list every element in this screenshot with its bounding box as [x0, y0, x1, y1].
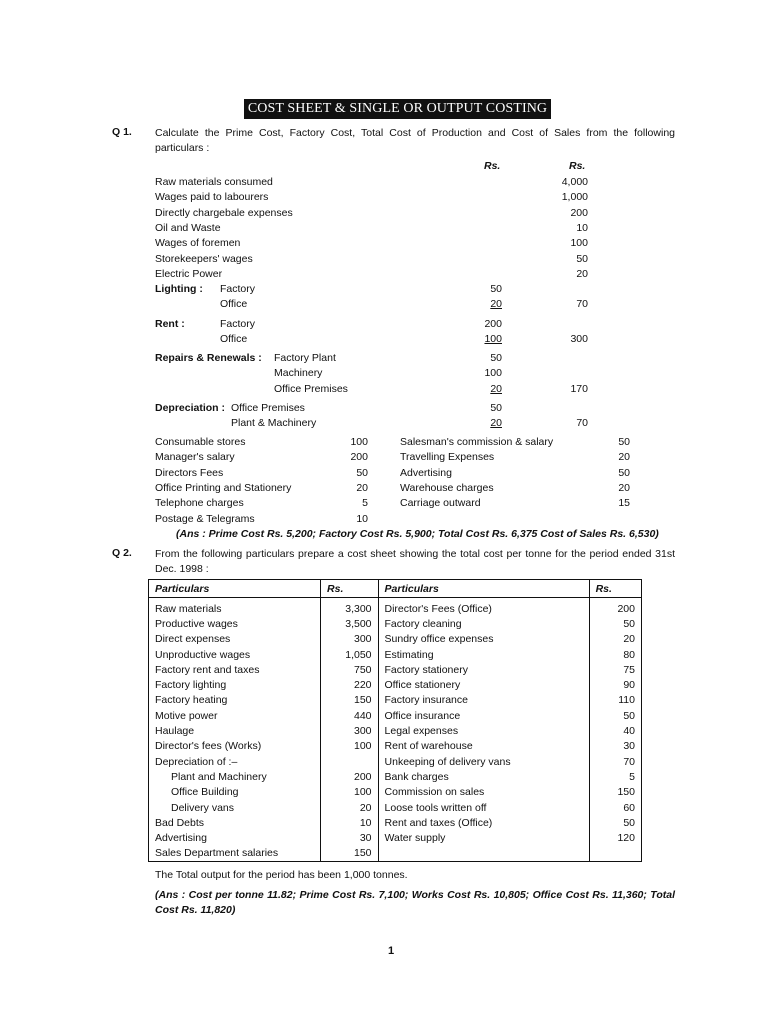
- amount-left: 150: [321, 693, 379, 708]
- page-number: 1: [388, 945, 395, 957]
- table-row: [149, 647, 642, 662]
- q1-item-amount: 4,000: [561, 176, 588, 188]
- amount-right: 50: [589, 815, 641, 830]
- table-row: [149, 598, 642, 617]
- q1-item-label: Electric Power: [155, 267, 223, 280]
- amount-right: 60: [589, 800, 641, 815]
- q1-item-amount: 20: [576, 267, 588, 280]
- amount-left: 300: [321, 632, 379, 647]
- q1-left-item-amount: 100: [350, 436, 368, 448]
- amount-left: 100: [321, 785, 379, 800]
- particular-left: Raw materials: [149, 598, 321, 617]
- q1-item-amount: 100: [570, 237, 588, 250]
- particular-right: Water supply: [378, 830, 589, 845]
- question-1-answer: (Ans : Prime Cost Rs. 5,200; Factory Cost Rs. 5,900; Total Cost Rs. 6,375 Cost of Sales Rs. 6,530): [176, 528, 659, 540]
- table-row: [149, 800, 642, 815]
- q1-left-item-label: Directors Fees: [155, 466, 224, 479]
- q1-right-item-amount: 50: [618, 436, 630, 448]
- page-title: COST SHEET & SINGLE OR OUTPUT COSTING: [244, 99, 551, 119]
- q1-left-item-amount: 5: [362, 497, 368, 510]
- table-row: [149, 677, 642, 692]
- lighting-amount: 50: [490, 283, 502, 295]
- particulars-table: [148, 579, 642, 862]
- question-2-answer: (Ans : Cost per tonne 11.82; Prime Cost Rs. 7,100; Works Cost Rs. 10,805; Office Cost Rs. 11,360; Total Cost Rs. 11,820): [155, 889, 675, 916]
- amount-left: [321, 754, 379, 769]
- table-row: [149, 693, 642, 708]
- q1-item-amount: 1,000: [561, 191, 588, 204]
- amount-left: 30: [321, 830, 379, 845]
- amount-left: 3,300: [321, 598, 379, 617]
- amount-left: 300: [321, 723, 379, 738]
- particular-left: Factory lighting: [149, 677, 321, 692]
- amount-right: 150: [589, 785, 641, 800]
- amount-right: 40: [589, 723, 641, 738]
- particular-right: Sundry office expenses: [378, 632, 589, 647]
- particular-right: Commission on sales: [378, 785, 589, 800]
- particular-left: Factory heating: [149, 693, 321, 708]
- particular-left: Director's fees (Works): [149, 739, 321, 754]
- q1-item-label: Directly chargebale expenses: [155, 206, 293, 219]
- q1-right-item-label: Carriage outward: [400, 497, 481, 510]
- amount-right: 20: [589, 632, 641, 647]
- depreciation-item: Plant & Machinery: [231, 417, 317, 430]
- q1-left-item-amount: 10: [356, 512, 368, 525]
- repairs-heading: Repairs & Renewals :: [155, 352, 262, 364]
- amount-left: 220: [321, 677, 379, 692]
- particular-left: Haulage: [149, 723, 321, 738]
- header-rs-right: Rs.: [589, 580, 641, 598]
- rs-column-header-2: Rs.: [569, 160, 586, 172]
- repairs-item: Factory Plant: [274, 352, 336, 364]
- q1-item-label: Wages paid to labourers: [155, 191, 269, 204]
- table-row: [149, 632, 642, 647]
- q1-item-label: Storekeepers' wages: [155, 252, 253, 265]
- amount-left: 1,050: [321, 647, 379, 662]
- table-row: [149, 616, 642, 631]
- amount-right: 120: [589, 830, 641, 845]
- amount-right: 30: [589, 739, 641, 754]
- particular-right: Factory stationery: [378, 662, 589, 677]
- amount-left: 3,500: [321, 616, 379, 631]
- q1-left-item-label: Telephone charges: [155, 497, 244, 510]
- q1-left-item-amount: 20: [356, 481, 368, 494]
- q1-left-item-label: Postage & Telegrams: [155, 512, 255, 525]
- particular-right: Factory insurance: [378, 693, 589, 708]
- depreciation-amount: 20: [490, 417, 502, 430]
- q1-right-item-amount: 50: [618, 466, 630, 479]
- q1-item-label: Raw materials consumed: [155, 176, 273, 188]
- amount-right: 80: [589, 647, 641, 662]
- depreciation-heading: Depreciation :: [155, 402, 226, 414]
- question-number-2: Q 2.: [112, 547, 132, 559]
- table-row: [149, 754, 642, 769]
- particular-right: Loose tools written off: [378, 800, 589, 815]
- rs-column-header-1: Rs.: [484, 160, 501, 172]
- particular-right: Office stationery: [378, 677, 589, 692]
- q1-right-item-label: Advertising: [400, 466, 452, 479]
- particular-left: Office Building: [149, 785, 321, 800]
- amount-right: 200: [589, 598, 641, 617]
- amount-left: 10: [321, 815, 379, 830]
- amount-left: 100: [321, 739, 379, 754]
- q1-right-item-amount: 15: [618, 497, 630, 510]
- particular-left: Advertising: [149, 830, 321, 845]
- particular-left: Motive power: [149, 708, 321, 723]
- rent-amount: 100: [484, 333, 502, 346]
- table-row: [149, 708, 642, 723]
- particular-left: Unproductive wages: [149, 647, 321, 662]
- amount-left: 440: [321, 708, 379, 723]
- particular-left: Delivery vans: [149, 800, 321, 815]
- table-row: [149, 723, 642, 738]
- q1-right-item-amount: 20: [618, 451, 630, 464]
- lighting-heading: Lighting :: [155, 283, 203, 295]
- amount-right: 75: [589, 662, 641, 677]
- q1-left-item-label: Office Printing and Stationery: [155, 481, 292, 494]
- particular-left: Plant and Machinery: [149, 769, 321, 784]
- table-row: [149, 739, 642, 754]
- q1-item-amount: 10: [576, 221, 588, 234]
- q1-right-item-label: Salesman's commission & salary: [400, 436, 554, 448]
- particular-right: Office insurance: [378, 708, 589, 723]
- q1-left-item-label: Manager's salary: [155, 451, 235, 464]
- amount-right: 5: [589, 769, 641, 784]
- amount-right: 50: [589, 708, 641, 723]
- table-row: [149, 846, 642, 862]
- particular-left: Bad Debts: [149, 815, 321, 830]
- q1-item-amount: 200: [570, 206, 588, 219]
- q1-item-amount: 50: [576, 252, 588, 265]
- q1-right-item-label: Travelling Expenses: [400, 451, 495, 464]
- q1-right-item-amount: 20: [618, 481, 630, 494]
- lighting-amount: 20: [490, 298, 502, 311]
- particular-left: Productive wages: [149, 616, 321, 631]
- repairs-amount: 100: [484, 367, 502, 380]
- q1-right-item-label: Warehouse charges: [400, 481, 494, 494]
- rent-total: 300: [570, 333, 588, 346]
- particular-right: Legal expenses: [378, 723, 589, 738]
- particular-right: Rent and taxes (Office): [378, 815, 589, 830]
- amount-right: 90: [589, 677, 641, 692]
- amount-left: 200: [321, 769, 379, 784]
- rent-item: Office: [220, 333, 248, 346]
- particular-right: Factory cleaning: [378, 616, 589, 631]
- particular-right: Bank charges: [378, 769, 589, 784]
- header-particulars-left: Particulars: [149, 580, 321, 598]
- question-1-text: Calculate the Prime Cost, Factory Cost, Total Cost of Production and Cost of Sales from the following particulars :: [155, 127, 675, 154]
- table-row: [149, 785, 642, 800]
- repairs-item: Office Premises: [274, 382, 348, 395]
- q1-left-item-label: Consumable stores: [155, 436, 246, 448]
- q1-item-label: Oil and Waste: [155, 221, 221, 234]
- rent-heading: Rent :: [155, 318, 185, 330]
- q1-left-item-amount: 200: [350, 451, 368, 464]
- repairs-amount: 20: [490, 382, 502, 395]
- particulars-table-body: [149, 598, 642, 862]
- question-number-1: Q 1.: [112, 126, 132, 138]
- particular-right: Director's Fees (Office): [378, 598, 589, 617]
- question-2-text: From the following particulars prepare a cost sheet showing the total cost per tonne for the period ended 31st Dec. 1998 :: [155, 548, 675, 575]
- header-rs-left: Rs.: [321, 580, 379, 598]
- amount-left: 750: [321, 662, 379, 677]
- depreciation-total: 70: [576, 417, 588, 430]
- amount-right: 50: [589, 616, 641, 631]
- table-row: [149, 769, 642, 784]
- particular-right: Estimating: [378, 647, 589, 662]
- repairs-total: 170: [570, 382, 588, 395]
- depreciation-item: Office Premises: [231, 402, 305, 414]
- particular-left: Factory rent and taxes: [149, 662, 321, 677]
- depreciation-amount: 50: [490, 402, 502, 414]
- particular-right: Unkeeping of delivery vans: [378, 754, 589, 769]
- particular-right: Rent of warehouse: [378, 739, 589, 754]
- table-row: [149, 815, 642, 830]
- amount-right: [589, 846, 641, 862]
- amount-left: 150: [321, 846, 379, 862]
- particular-left: Sales Department salaries: [149, 846, 321, 862]
- particular-left: Direct expenses: [149, 632, 321, 647]
- lighting-item: Factory: [220, 283, 256, 295]
- amount-left: 20: [321, 800, 379, 815]
- repairs-item: Machinery: [274, 367, 323, 380]
- rent-item: Factory: [220, 318, 256, 330]
- table-row: [149, 662, 642, 677]
- amount-right: 70: [589, 754, 641, 769]
- q1-left-item-amount: 50: [356, 466, 368, 479]
- output-note: The Total output for the period has been 1,000 tonnes.: [155, 869, 408, 881]
- lighting-total: 70: [576, 298, 588, 311]
- header-particulars-right: Particulars: [378, 580, 589, 598]
- particular-left: Depreciation of :–: [149, 754, 321, 769]
- q1-item-label: Wages of foremen: [155, 237, 241, 250]
- particular-right: [378, 846, 589, 862]
- table-row: [149, 830, 642, 845]
- lighting-item: Office: [220, 298, 248, 311]
- repairs-amount: 50: [490, 352, 502, 364]
- amount-right: 110: [589, 693, 641, 708]
- rent-amount: 200: [484, 318, 502, 330]
